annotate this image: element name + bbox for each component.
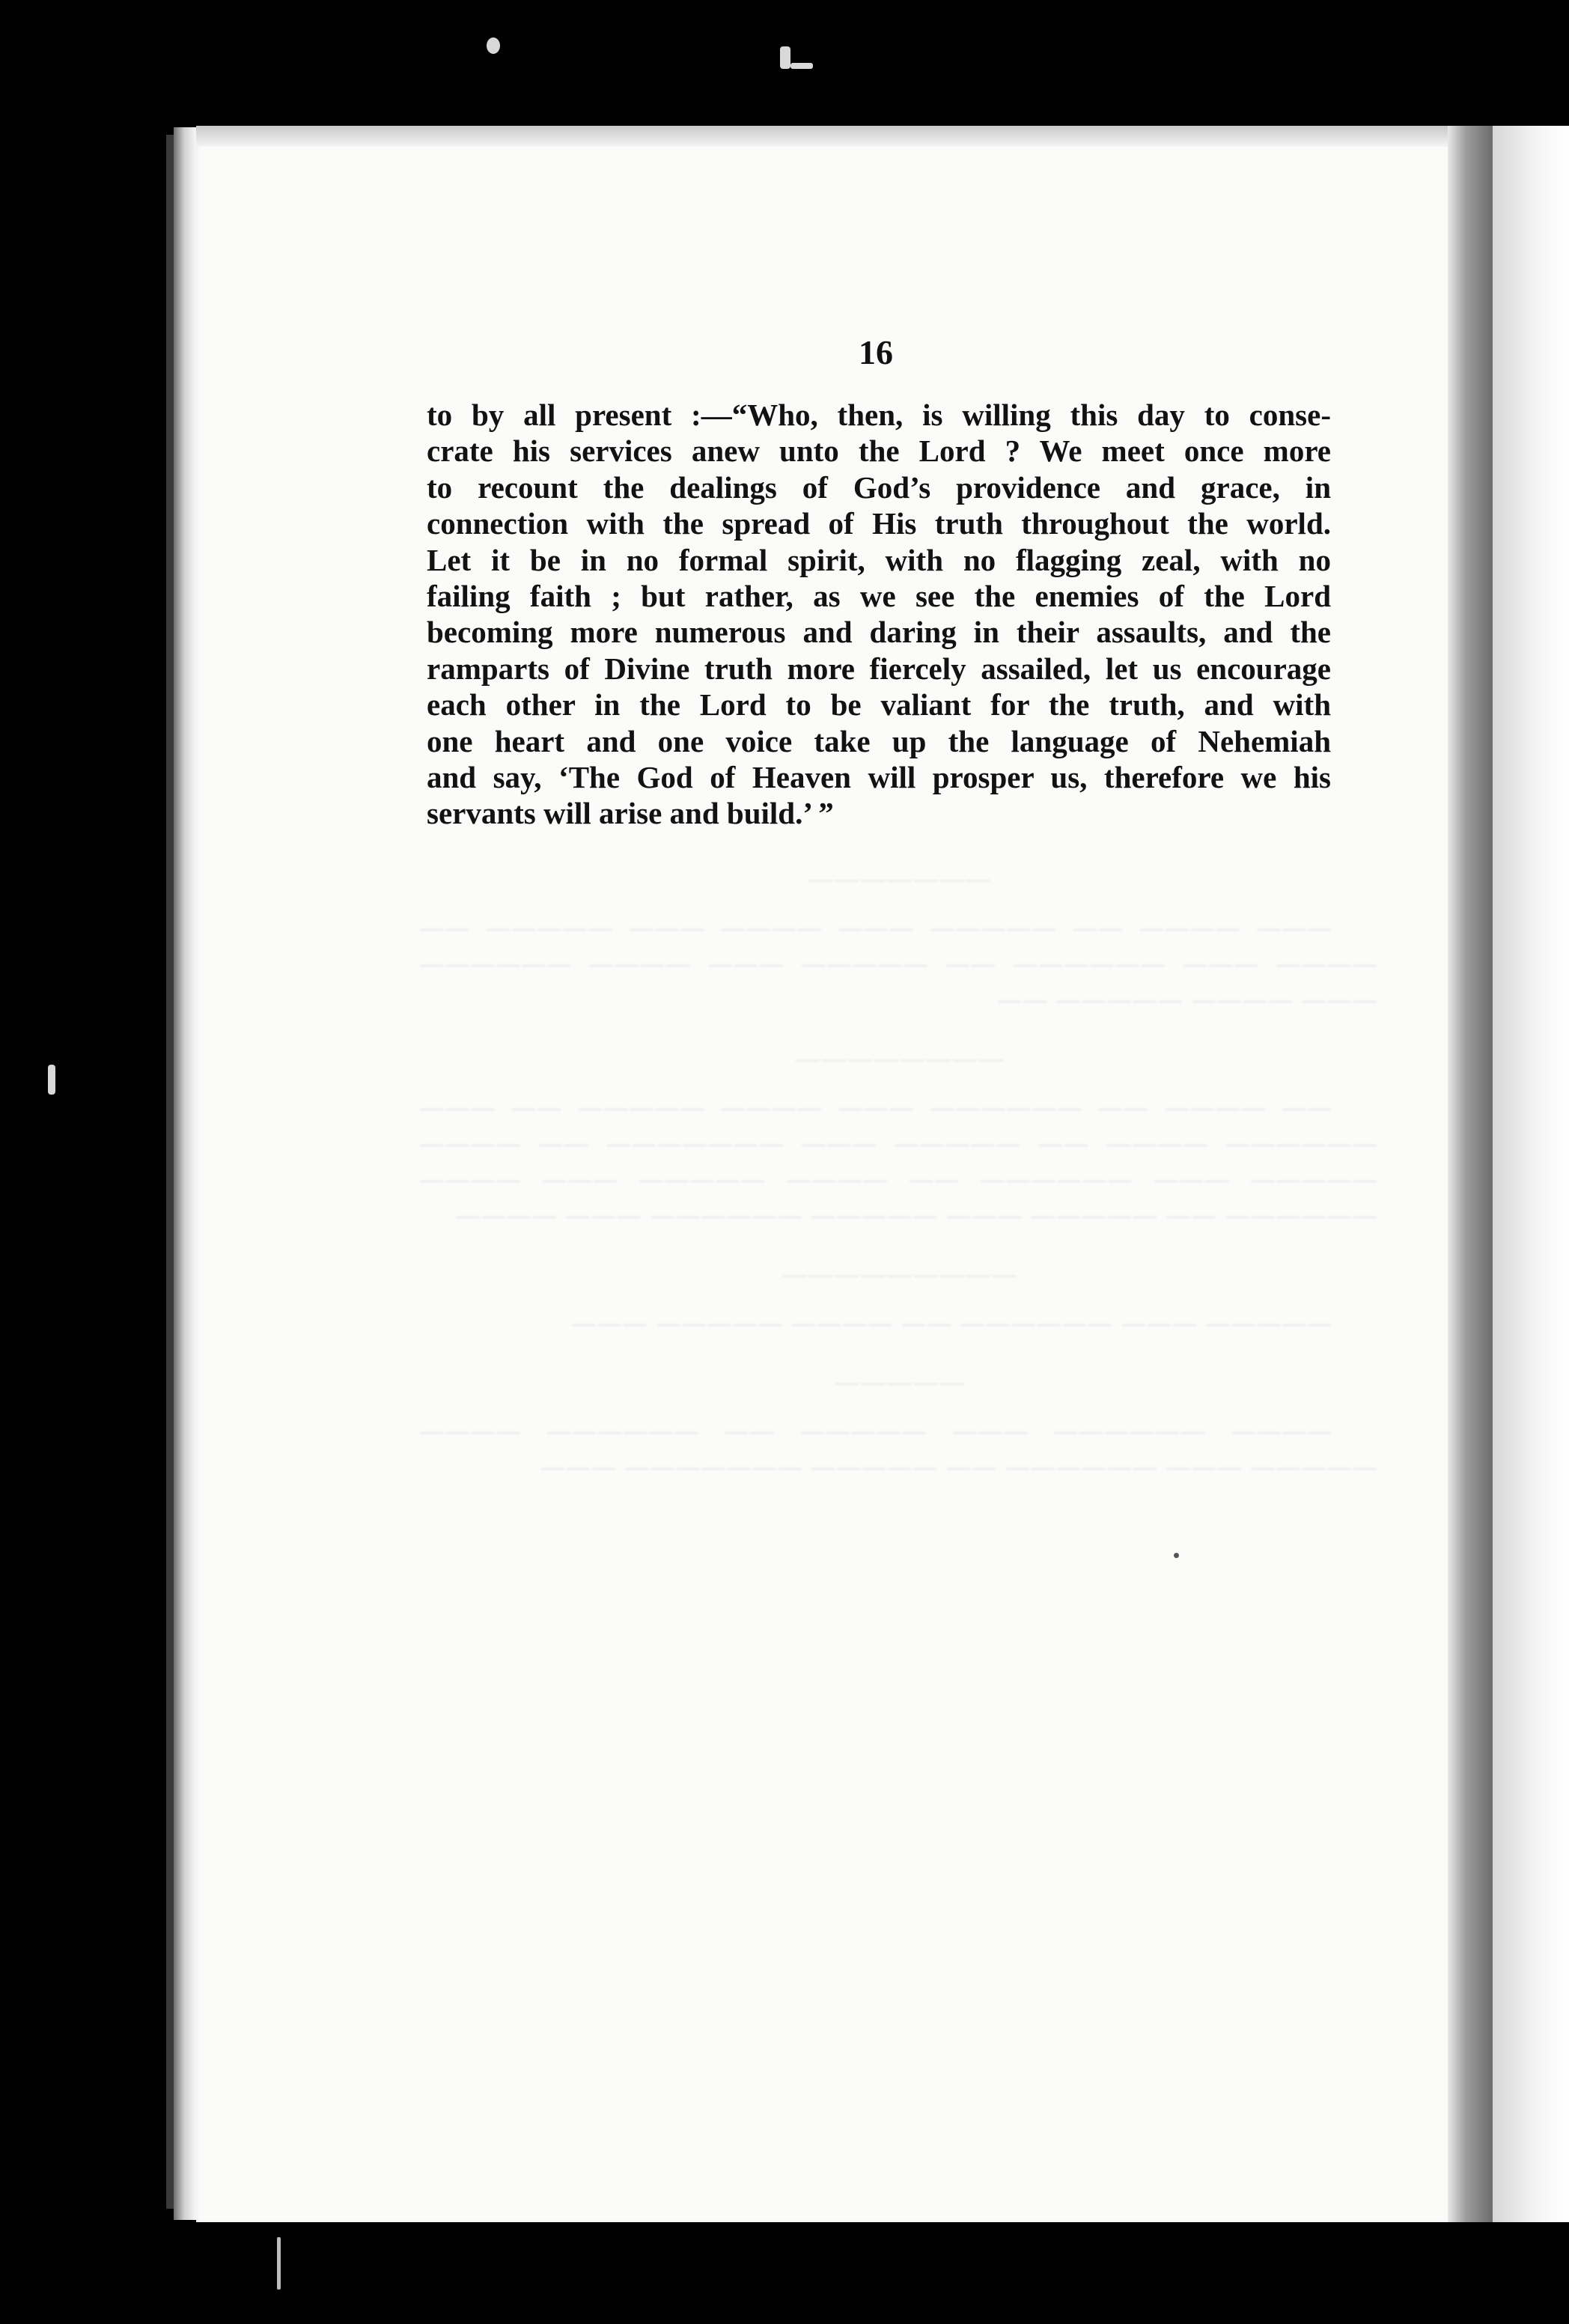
page-top-shadow — [196, 126, 1485, 147]
text-line: each other in the Lord to be valiant for the truth, and with — [427, 687, 1331, 723]
page-number: 16 — [859, 333, 893, 371]
text-line: crate his services anew unto the Lord ? We meet once more — [427, 434, 1331, 469]
text-line: failing faith ; but rather, as we see the enemies of the Lord — [427, 578, 1331, 613]
text-line: ramparts of Divine truth more fiercely assailed, let us encourage — [427, 651, 1331, 686]
book-gutter — [1448, 126, 1493, 2222]
text-line: to by all present :—“Who, then, is willing this day to conse- — [427, 398, 1331, 432]
text-line: to recount the dealings of God’s providence and grace, in — [427, 469, 1331, 505]
text-line: connection with the spread of His truth throughout the world. — [427, 506, 1331, 541]
ink-speck — [1174, 1553, 1179, 1558]
scan-speck — [277, 2237, 281, 2290]
scan-speck — [487, 37, 500, 54]
text-line: Let it be in no formal spirit, with no flagging zeal, with no — [427, 542, 1331, 577]
facing-page-edge — [1493, 126, 1569, 2222]
text-line: and say, ‘The God of Heaven will prosper us, therefore we his — [427, 759, 1331, 794]
scan-speck — [780, 46, 790, 69]
reverse-side-show-through: ――――――― ——— ———— —— ————— ——— ———— ——— ————— —— ———— ——— —————— —— ————— ——— ———— —————— ——— ———— ————— —— ―――――――― —— ———— —— —————— ——— ———— ————— —— ——— —————— ———— —— ————— ——— ——————— —— ———— ————— ——— —————— —— ———— ————— ——— ———— —————— —— ————— ——— ————— —————— ——— ———— ――――――――― ————— ——— —————— —— ———— ————— ——— ――――― ———— —————— ——— ————— —— —————— ———— ————— ——— —————— —— ————— ——————— ——— — [419, 865, 1377, 1482]
scan-speck — [790, 63, 813, 69]
text-line: servants will arise and build.’ ” — [427, 796, 834, 831]
text-line: one heart and one voice take up the language of Nehemiah — [427, 723, 1331, 758]
scan-speck — [48, 1065, 55, 1095]
text-line: becoming more numerous and daring in their assaults, and the — [427, 615, 1331, 650]
body-paragraph — [427, 397, 1331, 832]
